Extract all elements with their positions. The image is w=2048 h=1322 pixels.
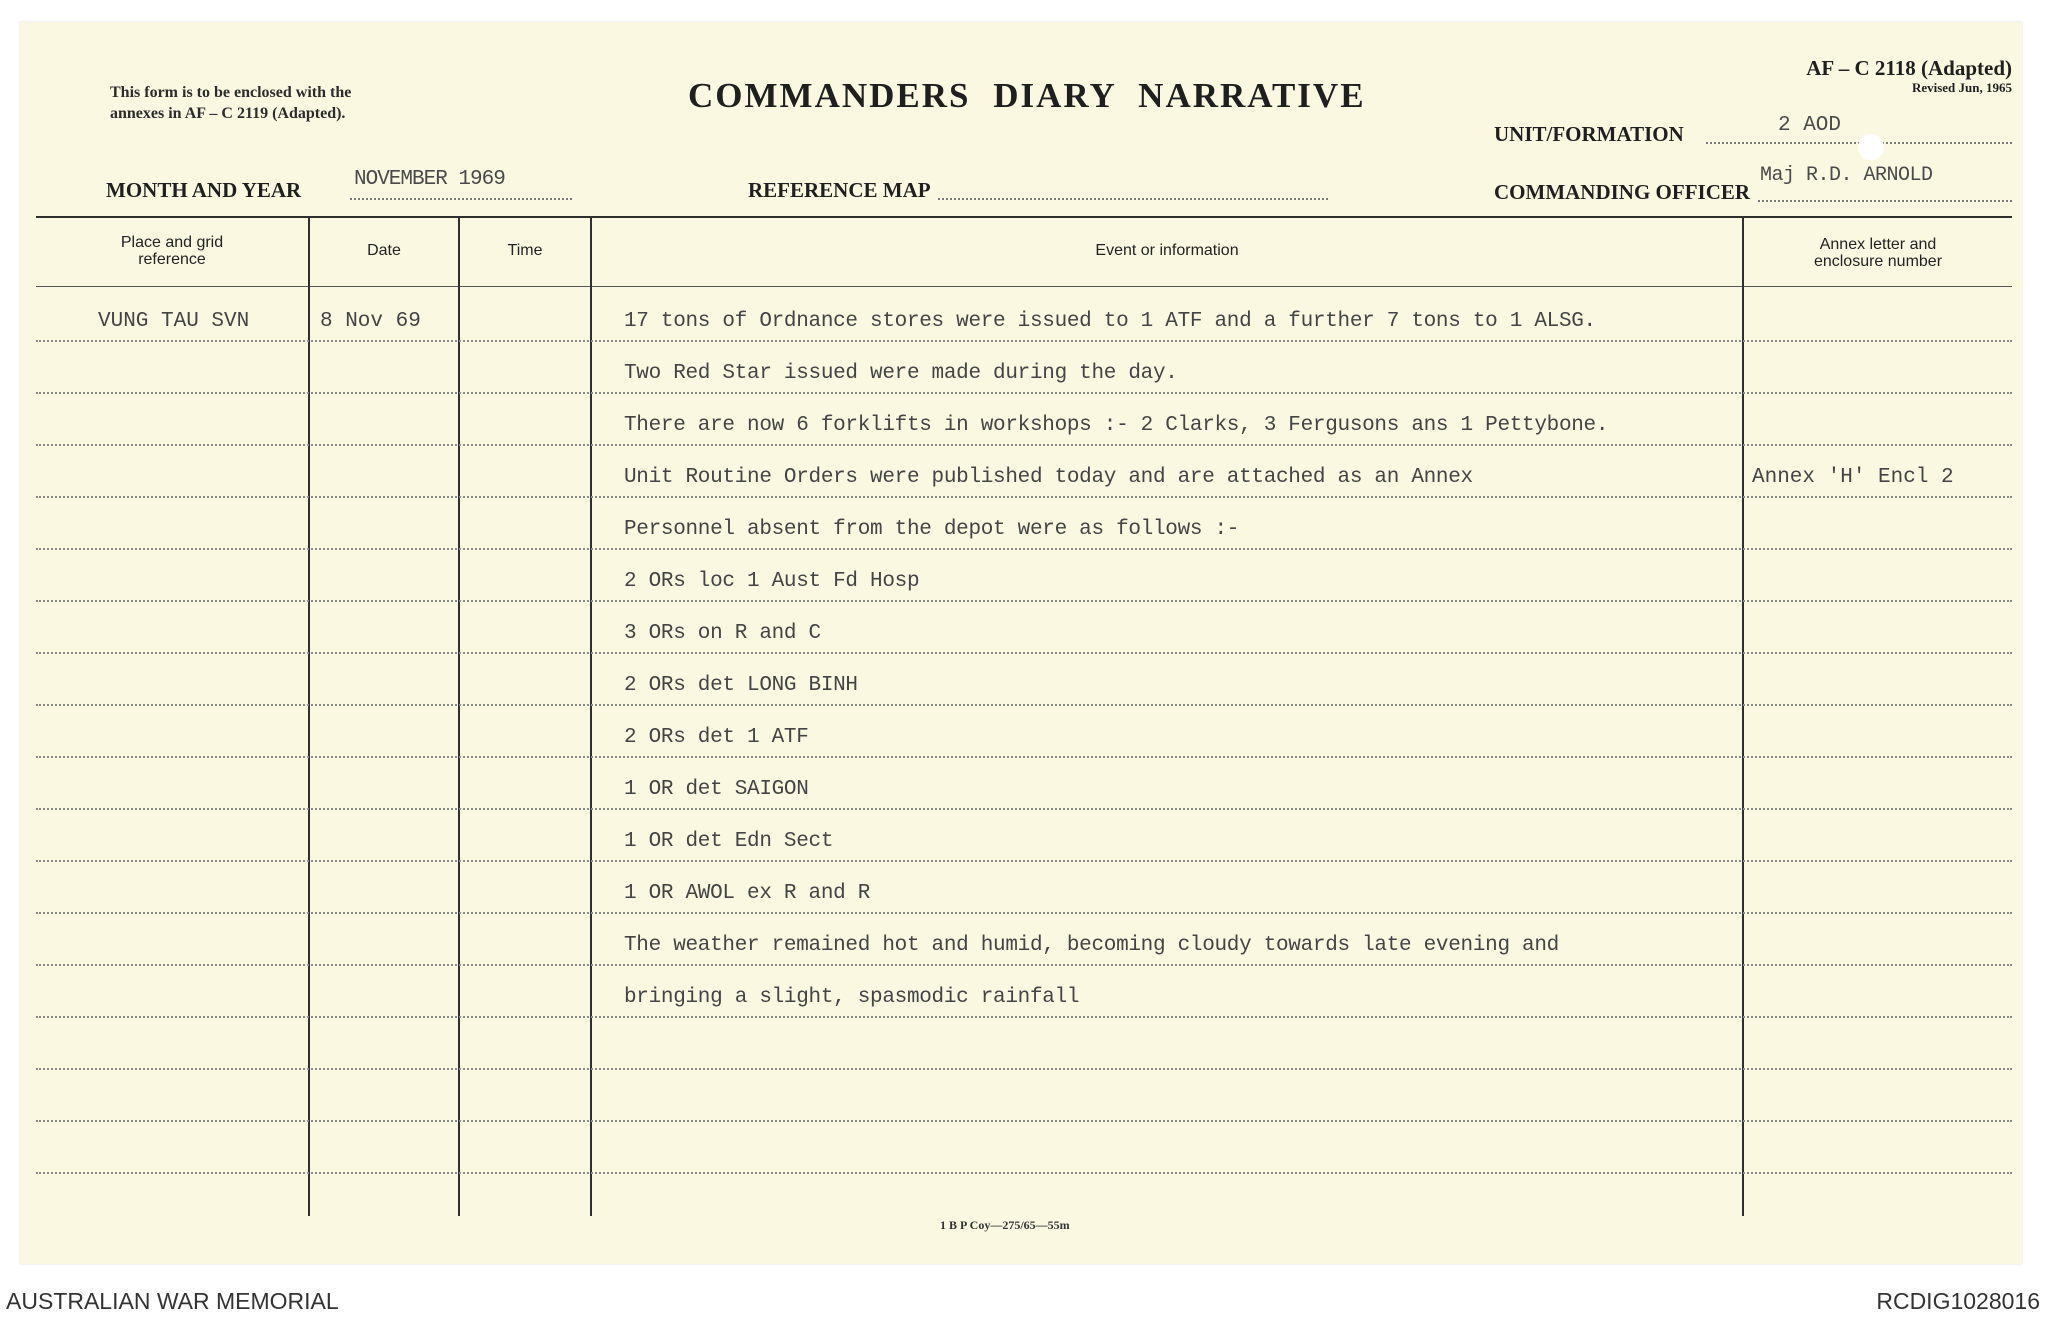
month-year-dotted-line (350, 198, 572, 200)
row-dotted-rule (36, 340, 2012, 342)
enclosure-note-line1: This form is to be enclosed with the (110, 84, 352, 101)
row-dotted-rule (36, 392, 2012, 394)
cell-event: bringing a slight, spasmodic rainfall (624, 986, 1080, 1009)
cell-event: 2 ORs det 1 ATF (624, 726, 809, 749)
column-header-event: Event or information (1095, 242, 1239, 259)
column-header-annex-line2: enclosure number (1813, 253, 1943, 270)
row-dotted-rule (36, 704, 2012, 706)
cell-event: 1 OR AWOL ex R and R (624, 882, 871, 905)
row-dotted-rule (36, 1120, 2012, 1122)
cell-event: 2 ORs loc 1 Aust Fd Hosp (624, 570, 920, 593)
cell-event: Two Red Star issued were made during the day. (624, 362, 1178, 385)
cell-event: 2 ORs det LONG BINH (624, 674, 858, 697)
archive-credit: AUSTRALIAN WAR MEMORIAL (6, 1288, 339, 1314)
punch-hole (1858, 134, 1884, 160)
column-divider-time (590, 216, 592, 1216)
row-dotted-rule (36, 808, 2012, 810)
cell-event: 1 OR det SAIGON (624, 778, 809, 801)
cell-event: Unit Routine Orders were published today and are attached as an Annex (624, 466, 1473, 489)
commanding-officer-label: COMMANDING OFFICER (1494, 180, 1751, 204)
revised-date: Revised Jun, 1965 (1911, 80, 2012, 95)
cell-annex: Annex 'H' Encl 2 (1752, 466, 1954, 489)
column-header-place (36, 234, 308, 268)
cell-date: 8 Nov 69 (320, 310, 421, 333)
cell-place: VUNG TAU SVN (98, 310, 250, 333)
column-divider-date (458, 216, 460, 1216)
commanding-officer-value: Maj R.D. ARNOLD (1760, 164, 1933, 187)
column-header-place-line1: Place and grid (120, 234, 224, 251)
form-title: COMMANDERS DIARY NARRATIVE (688, 76, 1366, 115)
commanding-officer-dotted-line (1758, 200, 2012, 202)
enclosure-note-line2: annexes in AF – C 2119 (Adapted). (110, 105, 346, 122)
cell-event: 3 ORs on R and C (624, 622, 821, 645)
row-dotted-rule (36, 964, 2012, 966)
cell-event: There are now 6 forklifts in workshops :- 2 Clarks, 3 Fergusons ans 1 Pettybone. (624, 414, 1609, 437)
form-number: AF – C 2118 (Adapted) (1806, 56, 2012, 80)
table-header-rule (36, 286, 2012, 287)
month-year-value: NOVEMBER 1969 (354, 168, 505, 191)
row-dotted-rule (36, 652, 2012, 654)
reference-map-dotted-line (938, 198, 1328, 200)
month-year-label: MONTH AND YEAR (106, 178, 302, 202)
column-header-annex (1744, 236, 2012, 270)
row-dotted-rule (36, 548, 2012, 550)
cell-event: The weather remained hot and humid, becoming cloudy towards late evening and (624, 934, 1559, 957)
row-dotted-rule (36, 444, 2012, 446)
column-header-place-line2: reference (138, 251, 206, 268)
row-dotted-rule (36, 1016, 2012, 1018)
printer-mark: 1 B P Coy—275/65—55m (940, 1218, 1070, 1232)
row-dotted-rule (36, 912, 2012, 914)
cell-event: Personnel absent from the depot were as follows :- (624, 518, 1240, 541)
row-dotted-rule (36, 496, 2012, 498)
cell-event: 17 tons of Ordnance stores were issued to 1 ATF and a further 7 tons to 1 ALSG. (624, 310, 1596, 333)
row-dotted-rule (36, 1068, 2012, 1070)
column-header-time: Time (507, 242, 543, 259)
row-dotted-rule (36, 600, 2012, 602)
column-header-date: Date (367, 242, 401, 259)
row-dotted-rule (36, 860, 2012, 862)
form-number-block (1806, 56, 2012, 96)
cell-event: 1 OR det Edn Sect (624, 830, 834, 853)
reference-map-label: REFERENCE MAP (748, 178, 931, 202)
table-top-rule (36, 216, 2012, 218)
unit-formation-label: UNIT/FORMATION (1494, 122, 1684, 146)
enclosure-note (110, 82, 351, 124)
column-header-annex-line1: Annex letter and (1819, 236, 1937, 253)
diary-form-sheet (20, 22, 2022, 1264)
unit-formation-value: 2 AOD (1778, 114, 1842, 137)
column-divider-event (1742, 216, 1744, 1216)
row-dotted-rule (36, 1172, 2012, 1174)
row-dotted-rule (36, 756, 2012, 758)
column-divider-place (308, 216, 310, 1216)
archive-id: RCDIG1028016 (1876, 1288, 2040, 1314)
